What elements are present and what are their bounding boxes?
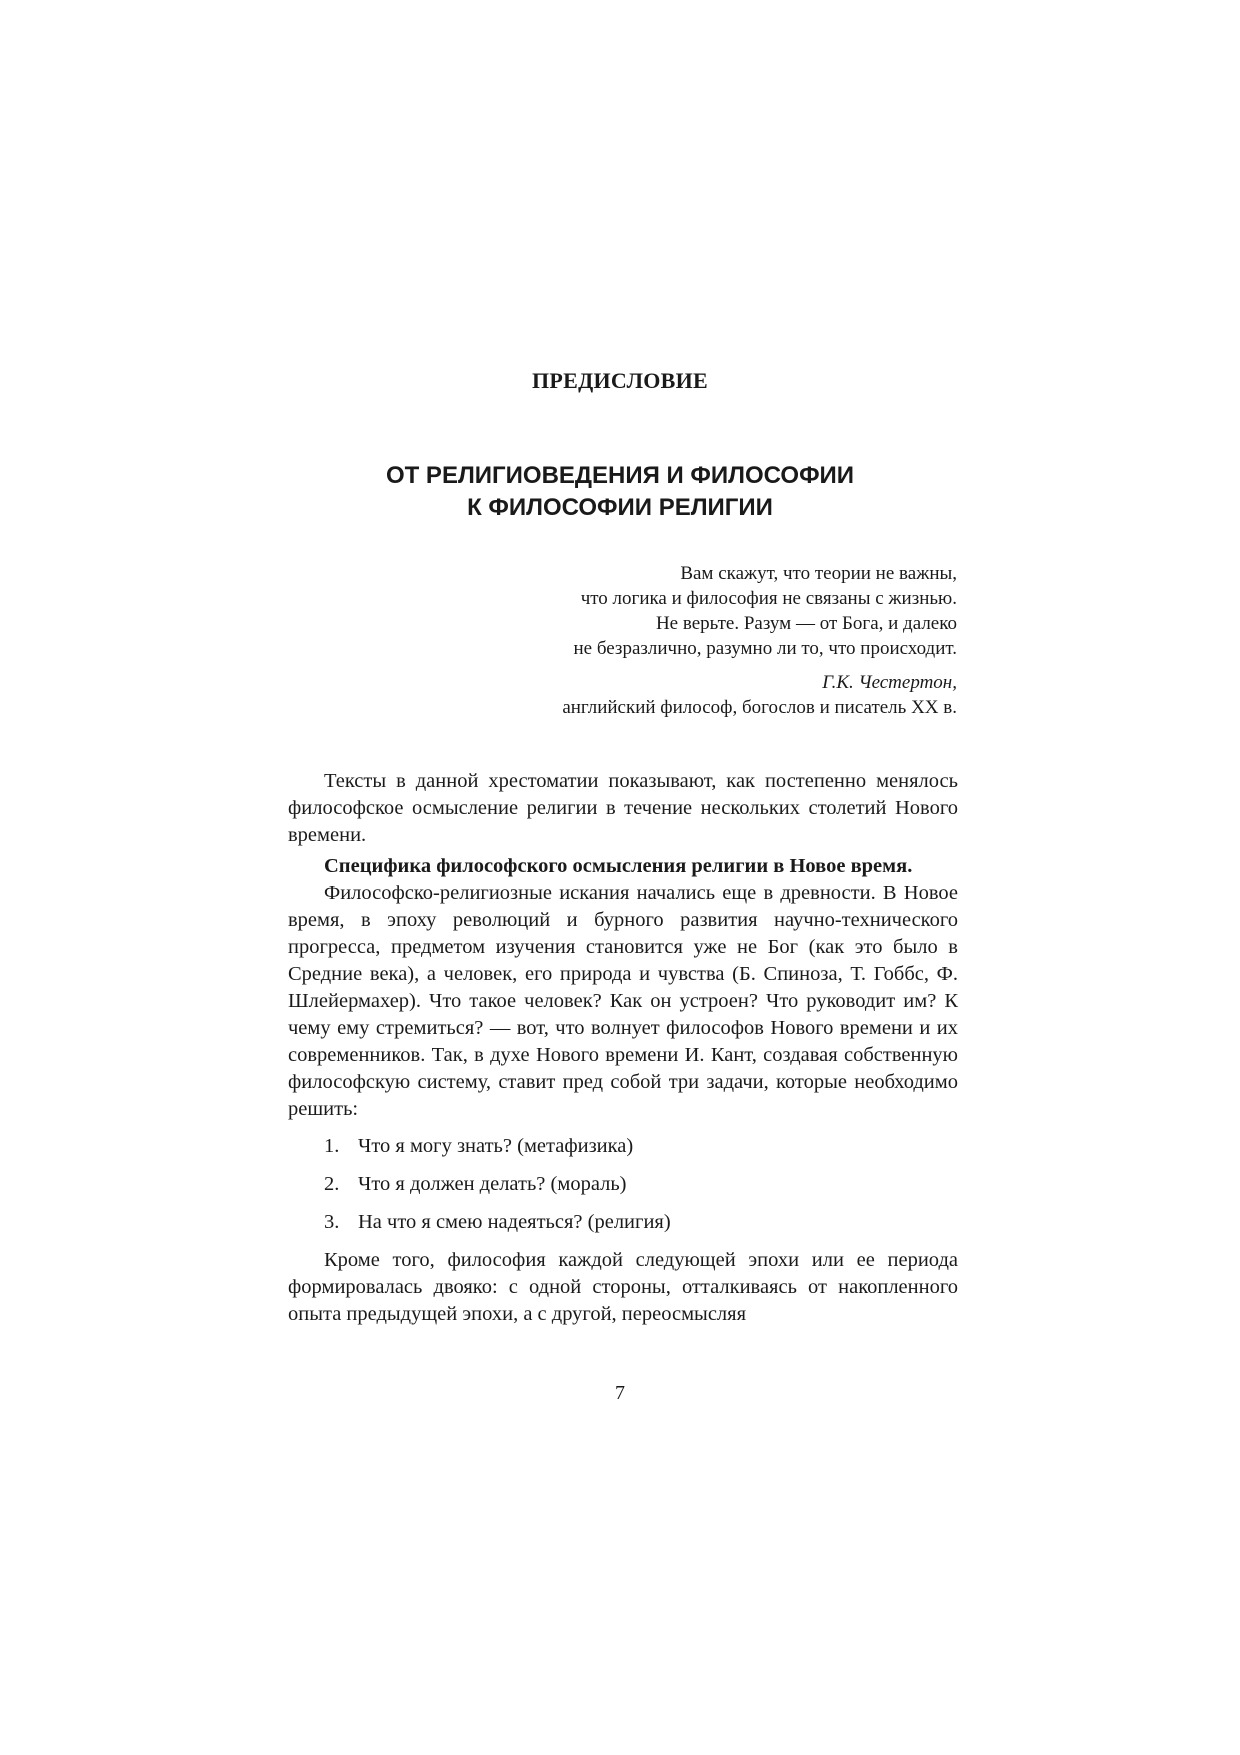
paragraph-modern-era: Философско-религиозные искания начались еще в древности. В Новое время, в эпоху революций и бурного развития научно-технического прогресса, предметом изучения становится уже не Бог (как это было в Средние века), а человек, его природа и чувства (Б. Спиноза, Т. Гоббс, Ф. Шлейермахер). Что такое человек? Как он устроен? Что руководит им? К чему ему стремиться? — вот, что волнует философов Нового времени и их современников. Так, в духе Нового времени И. Кант, создавая собственную философскую систему, ставит пред собой три задачи, которые необходимо решить: bbox=[288, 882, 958, 1120]
epigraph-line-1: Вам скажут, что теории не важны, bbox=[680, 563, 957, 584]
epigraph-author: Г.К. Честертон, bbox=[822, 672, 957, 693]
epigraph-line-2: что логика и философия не связаны с жизнью. bbox=[580, 588, 957, 609]
section-subheading: Специфика философского осмысления религии в Новое время. bbox=[324, 855, 913, 877]
list-item bbox=[324, 1209, 958, 1236]
epigraph-author-description: английский философ, богослов и писатель XX в. bbox=[562, 697, 957, 718]
page-number: 7 bbox=[615, 1382, 625, 1404]
epigraph bbox=[437, 561, 957, 720]
list-item-text: Что я могу знать? (метафизика) bbox=[358, 1135, 634, 1157]
chapter-title bbox=[0, 460, 1240, 524]
list-item-text: Что я должен делать? (мораль) bbox=[358, 1173, 627, 1195]
chapter-title-line-1: ОТ РЕЛИГИОВЕДЕНИЯ И ФИЛОСОФИИ bbox=[385, 462, 855, 489]
paragraph-intro: Тексты в данной хрестоматии показывают, как постепенно менялось философское осмысление религии в течение нескольких столетий Нового времени. bbox=[288, 770, 958, 846]
list-item-number: 3. bbox=[324, 1211, 340, 1233]
chapter-title-line-2: К ФИЛОСОФИИ РЕЛИГИИ bbox=[467, 494, 773, 521]
main-text bbox=[288, 768, 958, 1328]
epigraph-line-4: не безразлично, разумно ли то, что происходит. bbox=[573, 638, 957, 659]
list-item bbox=[324, 1133, 958, 1160]
list-item-text: На что я смею надеяться? (религия) bbox=[358, 1211, 671, 1233]
list-item-number: 1. bbox=[324, 1135, 340, 1157]
paragraph-continuation: Кроме того, философия каждой следующей эпохи или ее периода формировалась двояко: с одной стороны, отталкиваясь от накопленного опыта предыдущей эпохи, а с другой, переосмысляя bbox=[288, 1249, 958, 1325]
epigraph-line-3: Не верьте. Разум — от Бога, и далеко bbox=[655, 613, 957, 634]
list-item-number: 2. bbox=[324, 1173, 340, 1195]
list-item bbox=[324, 1171, 958, 1198]
kant-questions-list bbox=[288, 1133, 958, 1236]
preface-heading: ПРЕДИСЛОВИЕ bbox=[531, 368, 709, 393]
